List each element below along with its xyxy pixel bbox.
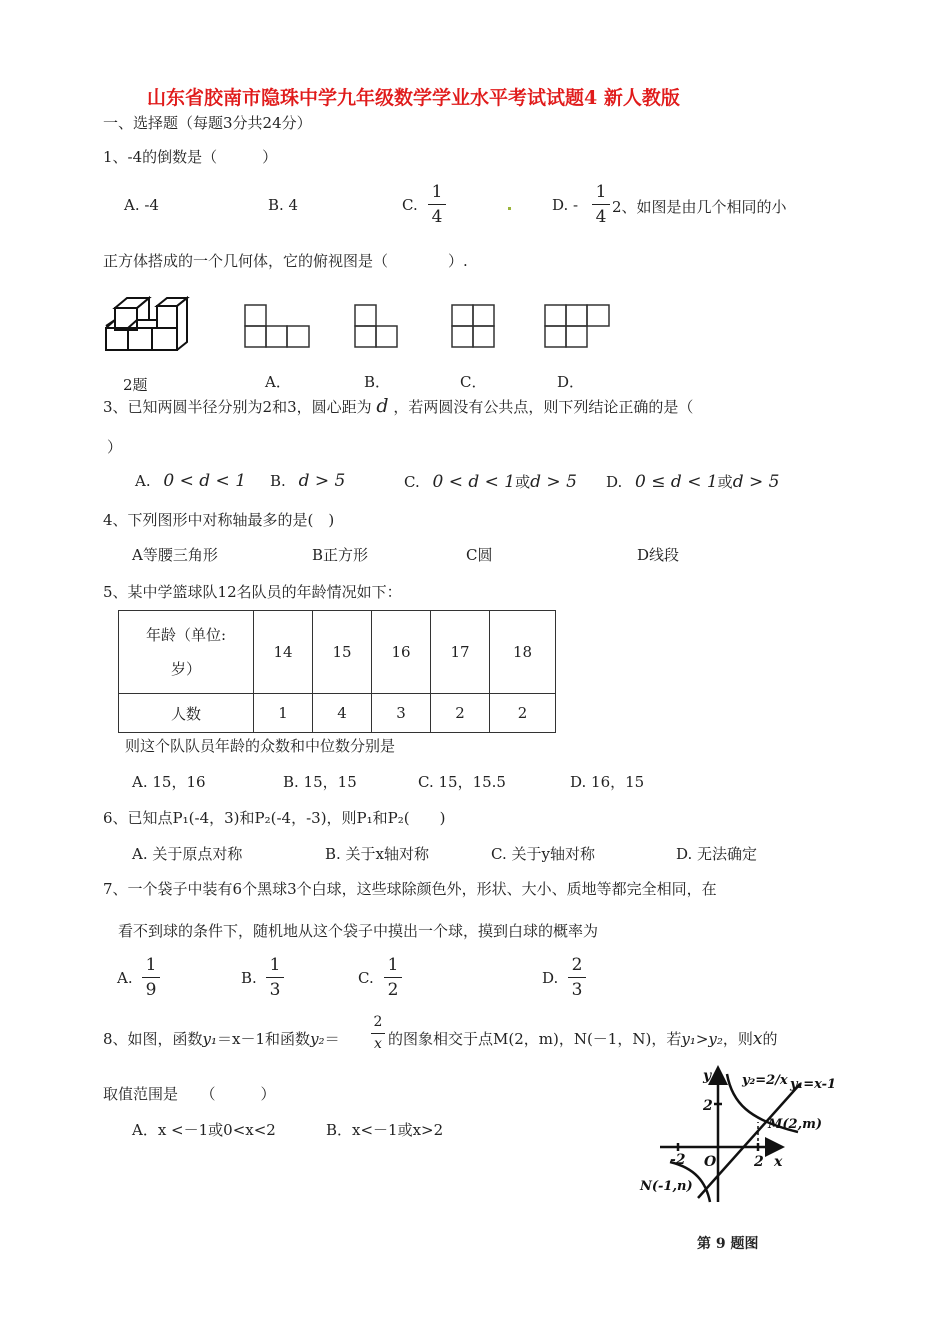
q7-stem-line2: 看不到球的条件下，随机地从这个袋子中摸出一个球，摸到白球的概率为 xyxy=(118,922,599,940)
q6-option-a: A. 关于原点对称 xyxy=(132,845,243,863)
q1-option-b: B. 4 xyxy=(268,196,299,214)
q1-option-c-label: C. xyxy=(402,196,418,214)
q4-option-c: C圆 xyxy=(466,546,493,564)
q5-age-table xyxy=(118,610,556,733)
table-cell: 3 xyxy=(372,694,431,733)
denominator: x xyxy=(374,1036,382,1052)
q5-question: 则这个队队员年龄的众数和中位数分别是 xyxy=(125,737,396,755)
q2-cube-figure xyxy=(102,296,192,358)
q7-option-d-label: D. xyxy=(542,969,559,987)
table-cell: 18 xyxy=(490,611,556,694)
q8-option-b: B．x<－1或x>2 xyxy=(326,1121,444,1139)
function-graph xyxy=(640,1062,840,1258)
table-cell: 14 xyxy=(254,611,313,694)
y1-line-label: y₁=x-1 xyxy=(790,1077,837,1092)
expr2: d > 5 xyxy=(530,472,577,492)
q2-label-b: B． xyxy=(364,373,391,391)
q8-stem xyxy=(103,1028,340,1049)
denominator: 3 xyxy=(571,980,583,1000)
q6-stem: 6、已知点P₁(-4，3)和P₂(-4，-3)，则P₁和P₂( ) xyxy=(103,809,446,827)
q4-option-a: A等腰三角形 xyxy=(132,546,218,564)
q2-label-a: A． xyxy=(265,373,291,391)
denominator: 4 xyxy=(431,207,443,227)
q7-option-b-fraction xyxy=(266,955,284,1000)
label: B. xyxy=(270,472,286,490)
q8-text-c: 的图象相交于点M(2，m)，N(－1，N)，若 xyxy=(388,1030,682,1048)
q3-stem-tail: ，若两圆没有公共点，则下列结论正确的是（ xyxy=(393,398,694,416)
section-heading: 一、选择题（每题3分共24分） xyxy=(103,114,312,132)
q3-option-b xyxy=(270,471,345,491)
q4-option-b: B正方形 xyxy=(312,546,369,564)
q8-condition: y₁>y₂ xyxy=(681,1030,723,1048)
q8-text-b: ＝x－1和函数 xyxy=(217,1030,311,1048)
q2-option-b-figure xyxy=(354,304,400,348)
expr2: d > 5 xyxy=(732,472,780,492)
numerator: 1 xyxy=(595,182,607,202)
x-axis-label: x xyxy=(774,1154,783,1170)
table-cell: 1 xyxy=(254,694,313,733)
denominator: 3 xyxy=(269,980,281,1000)
tick-x2-label: 2 xyxy=(754,1154,764,1170)
q8-text-a: 8、如图，函数 xyxy=(103,1030,203,1048)
q1-option-a: A. -4 xyxy=(124,196,159,214)
q5-option-d: D. 16，15 xyxy=(570,773,645,791)
q8-y2: y₂ xyxy=(310,1030,325,1048)
q2-option-d-figure xyxy=(544,304,612,348)
table-cell: 2 xyxy=(431,694,490,733)
q1-stem: 1、-4的倒数是（ ） xyxy=(103,148,278,166)
q8-stem-rest xyxy=(388,1028,778,1049)
table-cell: 4 xyxy=(313,694,372,733)
label: D. xyxy=(606,473,623,491)
q2-label-c: C． xyxy=(460,373,487,391)
q8-stem-line2: 取值范围是 （ ） xyxy=(103,1085,276,1103)
q8-option-a: A．x <－1或0<x<2 xyxy=(132,1121,276,1139)
q7-option-c-fraction xyxy=(384,955,402,1000)
origin-label: O xyxy=(704,1154,717,1170)
q3-variable-d: d xyxy=(376,395,389,417)
q2-stem: 2、如图是由几个相同的小 xyxy=(612,198,787,216)
line-y1 xyxy=(698,1084,800,1198)
q5-option-b: B. 15，15 xyxy=(283,773,357,791)
header-label-2: 岁） xyxy=(170,660,201,678)
q5-stem: 5、某中学篮球队12名队员的年龄情况如下： xyxy=(103,583,402,601)
or: 或 xyxy=(515,473,531,491)
point-n-label: N(-1,n) xyxy=(640,1179,693,1194)
table-header-cell: 人数 xyxy=(119,694,254,733)
q7-option-a-fraction xyxy=(142,955,160,1000)
denominator: 2 xyxy=(387,980,399,1000)
expr: 0 < d < 1 xyxy=(163,471,247,491)
table-row xyxy=(119,694,556,733)
table-header-cell xyxy=(119,611,254,694)
q1-option-d-label: D. - xyxy=(552,196,579,214)
q6-option-d: D. 无法确定 xyxy=(676,845,758,863)
q5-option-c: C. 15，15.5 xyxy=(418,773,506,791)
tick-y2-label: 2 xyxy=(703,1098,713,1114)
q2-option-c-figure xyxy=(451,304,497,348)
q3-stem-text: 3、已知两圆半径分别为2和3，圆心距为 xyxy=(103,398,372,416)
label: A. xyxy=(135,472,151,490)
q4-option-d: D线段 xyxy=(637,546,680,564)
table-cell: 2 xyxy=(490,694,556,733)
q7-option-d-fraction xyxy=(568,955,586,1000)
q8-y1: y₁ xyxy=(202,1030,218,1048)
q4-stem: 4、下列图形中对称轴最多的是( ) xyxy=(103,511,335,529)
table-row xyxy=(119,611,556,694)
q3-stem-line2: ） xyxy=(107,438,123,456)
denominator: 9 xyxy=(145,980,157,1000)
page-title: 山东省胶南市隐珠中学九年级数学学业水平考试试题4 新人教版 xyxy=(147,87,680,109)
y2-curve-label: y₂=2/x xyxy=(742,1073,788,1088)
q2-stem-line2: 正方体搭成的一个几何体，它的俯视图是（ ）. xyxy=(103,252,468,270)
q8-text-d: ，则 xyxy=(722,1030,753,1048)
q2-figure-label: 2题 xyxy=(123,376,148,394)
q7-option-a-label: A. xyxy=(117,969,133,987)
numerator: 1 xyxy=(387,955,399,975)
q5-option-a: A. 15，16 xyxy=(132,773,206,791)
q2-option-a-figure xyxy=(244,304,311,348)
q7-option-b-label: B. xyxy=(241,969,257,987)
header-label-1: 年龄（单位: xyxy=(145,626,227,644)
q3-option-d xyxy=(606,471,779,492)
q7-option-c-label: C. xyxy=(358,969,374,987)
table-cell: 17 xyxy=(431,611,490,694)
q8-eq: ＝ xyxy=(324,1030,340,1048)
table-cell: 15 xyxy=(313,611,372,694)
q8-var-x: x xyxy=(752,1029,763,1049)
q8-text-e: 的 xyxy=(762,1030,778,1048)
y-axis-label: y xyxy=(703,1068,712,1084)
or: 或 xyxy=(717,473,733,491)
q2-label-d: D． xyxy=(557,373,585,391)
numerator: 1 xyxy=(145,955,157,975)
q3-stem xyxy=(103,395,693,417)
numerator: 1 xyxy=(269,955,281,975)
numerator: 2 xyxy=(571,955,583,975)
expr1: 0 ≤ d < 1 xyxy=(635,472,718,492)
q7-stem: 7、一个袋子中装有6个黑球3个白球，这些球除颜色外，形状、大小、质地等都完全相同，在 xyxy=(103,880,717,898)
q1-option-c-fraction xyxy=(428,182,446,227)
q6-option-c: C. 关于y轴对称 xyxy=(491,845,595,863)
stray-mark xyxy=(508,207,511,210)
numerator: 1 xyxy=(431,182,443,202)
denominator: 4 xyxy=(595,207,607,227)
q6-option-b: B. 关于x轴对称 xyxy=(325,845,430,863)
expr1: 0 < d < 1 xyxy=(432,472,516,492)
numerator: 2 xyxy=(373,1014,383,1030)
table-cell: 16 xyxy=(372,611,431,694)
tick-xm2-label: -2 xyxy=(670,1152,686,1168)
q3-option-c xyxy=(404,471,577,492)
q3-option-a xyxy=(135,471,246,491)
point-m-label: M(2,m) xyxy=(768,1117,823,1132)
q1-option-d-fraction xyxy=(592,182,610,227)
label: C. xyxy=(404,473,420,491)
expr: d > 5 xyxy=(298,471,346,491)
q8-fraction xyxy=(371,1014,385,1053)
graph-caption: 第 9 题图 xyxy=(697,1236,759,1252)
